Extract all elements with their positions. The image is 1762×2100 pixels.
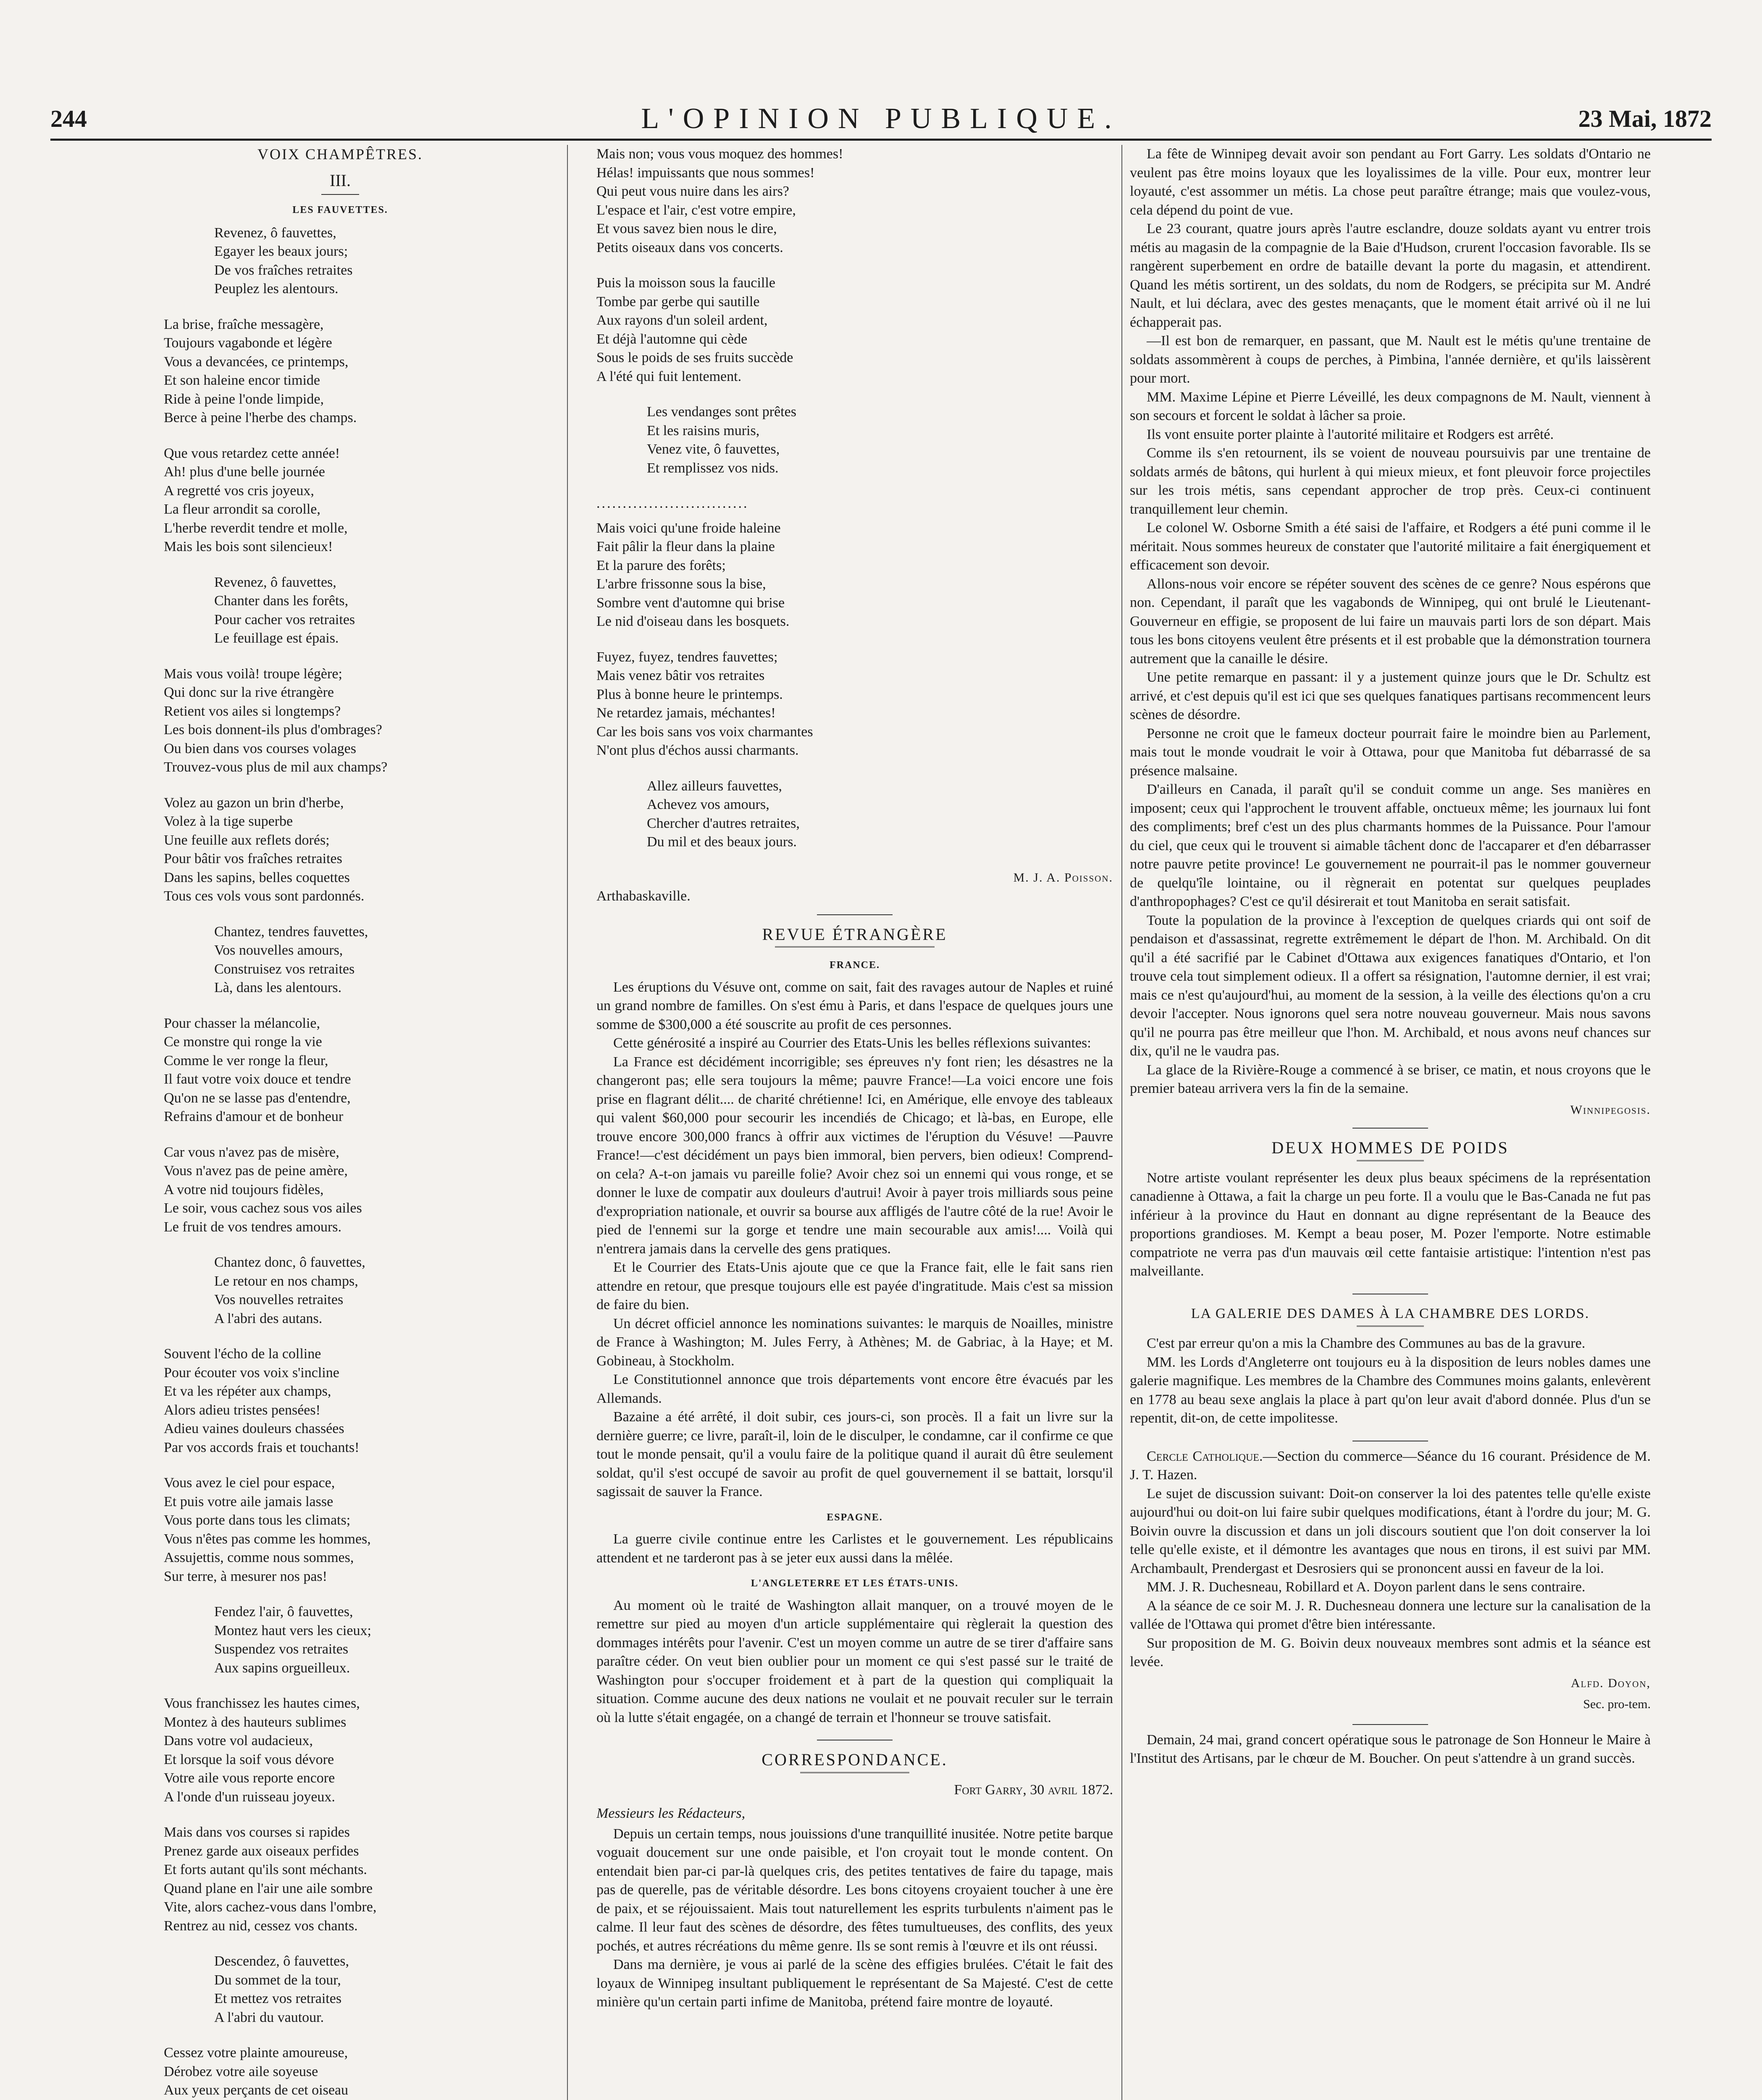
cercle-signature-role: Sec. pro-tem. — [1583, 1697, 1651, 1711]
verse-line: Les vendanges sont prêtes — [647, 404, 796, 420]
verse-line: Fuyez, fuyez, tendres fauvettes; — [596, 649, 778, 665]
refrain-stanza — [164, 1952, 517, 2027]
paragraph: MM. Maxime Lépine et Pierre Léveillé, les deux compagnons de M. Nault, viennent à son secours et forcent le soldat à lâcher sa proie. — [1130, 389, 1651, 423]
verse-line: Et vous savez bien nous le dire, — [596, 221, 777, 236]
verse-line: Ah! plus d'une belle journée — [164, 464, 325, 480]
verse-line: L'herbe reverdit tendre et molle, — [164, 520, 348, 536]
verse-line: Et puis votre aile jamais lasse — [164, 1494, 333, 1509]
verse-line: Hélas! impuissants que nous sommes! — [596, 165, 815, 181]
verse-line: Allez ailleurs fauvettes, — [647, 778, 782, 794]
verse-line: Sombre vent d'automne qui brise — [596, 595, 785, 611]
verse-line: Car les bois sans vos voix charmantes — [596, 724, 813, 740]
verse-line: Petits oiseaux dans vos concerts. — [596, 239, 783, 255]
correspondance-dateline: Fort Garry, 30 avril 1872. — [954, 1782, 1113, 1798]
stanza — [164, 315, 517, 428]
paragraph: Depuis un certain temps, nous jouissions d'une tranquillité inusitée. Notre petite barque voguait doucement sur une onde paisible, et l'on croyait tout le monde content. On entendait bien par-ci par-là quelques cris, des petites tentatives de faire du tapage, mais pas de querelle, pas de véritable désordre. Les bons citoyens croyaient toucher à une ère de paix, et se réjouissaient. Mais tout naturellement les esprits turbulents n'aiment pas le calme. Il leur faut des scènes de désordre, des fêtes tumultueuses, des conflits, des yeux pochés, et autres récréations du même genre. Ils se sont remis à l'œuvre et ils ont réussi. — [596, 1826, 1113, 1954]
verse-line: Pour bâtir vos fraîches retraites — [164, 851, 342, 866]
verse-line: Revenez, ô fauvettes, — [214, 225, 336, 241]
verse-line: Vite, alors cachez-vous dans l'ombre, — [164, 1899, 377, 1915]
france-paragraphs — [596, 978, 1113, 1502]
verse-line: Vous franchissez les hautes cimes, — [164, 1696, 360, 1711]
revue-title: REVUE ÉTRANGÈRE — [762, 924, 948, 944]
verse-line: Qui peut vous nuire dans les airs? — [596, 184, 789, 199]
verse-line: L'espace et l'air, c'est votre empire, — [596, 202, 796, 218]
verse-line: Suspendez vos retraites — [214, 1641, 349, 1657]
verse-line: A l'onde d'un ruisseau joyeux. — [164, 1789, 335, 1805]
paragraph: Ils vont ensuite porter plainte à l'autorité militaire et Rodgers est arrêté. — [1147, 426, 1554, 442]
correspondance-paragraphs-part-2 — [1130, 145, 1651, 1098]
verse-line: Le fruit de vos tendres amours. — [164, 1219, 341, 1235]
verse-line: Prenez garde aux oiseaux perfides — [164, 1843, 359, 1859]
poem-place: Arthabaskaville. — [596, 888, 691, 904]
verse-line: Montez à des hauteurs sublimes — [164, 1714, 347, 1730]
paragraph: Le colonel W. Osborne Smith a été saisi de l'affaire, et Rodgers a été puni comme il le méritait. Nous sommes heureux de constater que l'autorité militaire a fait énergiquement et efficacement son devoir. — [1130, 520, 1651, 573]
stanza — [596, 274, 1113, 386]
verse-line: Une feuille aux reflets dorés; — [164, 832, 330, 848]
divider — [1352, 1724, 1428, 1725]
verse-line: Dans votre vol audacieux, — [164, 1733, 313, 1748]
verse-line: Vous porte dans tous les climats; — [164, 1512, 351, 1528]
verse-line: Quand plane en l'air une aile sombre — [164, 1880, 373, 1896]
stanza — [596, 648, 1113, 760]
verse-line: Et déjà l'automne qui cède — [596, 331, 748, 347]
verse-line: Pour écouter vos voix s'incline — [164, 1365, 339, 1381]
stanza — [164, 444, 517, 556]
verse-line: Mais non; vous vous moquez des hommes! — [596, 146, 843, 162]
verse-line: Ce monstre qui ronge la vie — [164, 1034, 322, 1050]
verse-line: Et son haleine encor timide — [164, 373, 320, 388]
refrain-stanza — [596, 777, 1113, 852]
poem-subtitle: LES FAUVETTES. — [292, 205, 388, 215]
refrain-stanza — [164, 923, 517, 998]
paragraph: La France est décidément incorrigible; ses épreuves n'y font rien; les désastres ne la changeront pas; elle sera toujours la même; pauvre France!—La voici encore une fois prise en flagrant délit.... de charité chrétienne! Ici, en Amérique, elle envoye des tableaux qui valent $60,000 pour secourir les incendiés de Chicago; et là-bas, en Europe, elle trouve encore 300,000 francs à offrir aux victimes de l'éruption du Vésuve! —Pauvre France!—c'est décidément un pays bien immoral, bien pervers, bien odieux! Comprend-on cela? A-t-on jamais vu pareille folie? Avoir chez soi un ennemi qui vous ronge, et se donner le luxe de compatir aux douleurs d'autrui! Avoir à payer trois milliards sous peine d'expropriation nationale, et ouvrir sa bourse aux affligés de l'autre côté de la rue! Avoir le pied de l'ennemi sur la gorge et tendre une main secourable aux amis!.... Voilà qui n'entrera jamais dans la cervelle des gens pratiques. — [596, 1054, 1113, 1257]
paragraph: —Il est bon de remarquer, en passant, que M. Nault est le métis qu'une trentaine de soldats assommèrent à coups de perches, à Pimbina, l'année dernière, et qu'ils laissèrent pour mort. — [1130, 333, 1651, 386]
verse-line: Toujours vagabonde et légère — [164, 335, 332, 351]
verse-line: Tombe par gerbe qui sautille — [596, 294, 760, 310]
verse-line: Berce à peine l'herbe des champs. — [164, 410, 357, 425]
paragraph: Cette générosité a inspiré au Courrier des Etats-Unis les belles réflexions suivantes: — [613, 1035, 1091, 1051]
refrain-stanza — [164, 573, 517, 648]
verse-line: Chantez, tendres fauvettes, — [214, 924, 368, 940]
paragraph: Le sujet de discussion suivant: Doit-on conserver la loi des patentes telle qu'elle existe aujourd'hui ou doit-on lui faire subir quelques modifications, étant à l'ordre du jour; M. G. Boivin ouvre la discussion et dans un joli discours soutient que l'on doit conserver la loi telle qu'elle existe, et il démontre les avantages que nous en tirons, il est suivi par MM. Archambault, Prendergast et Desrosiers qui se prononcent aussi en faveur de la loi. — [1130, 1486, 1651, 1576]
verse-line: Et les raisins muris, — [647, 423, 760, 438]
verse-line: A l'été qui fuit lentement. — [596, 368, 742, 384]
verse-line: Et lorsque la soif vous dévore — [164, 1751, 334, 1767]
paragraph: Bazaine a été arrêté, il doit subir, ces jours-ci, son procès. Il a fait un livre sur la dernière guerre; ce livre, paraît-il, loin de le disculper, le condamne, car il confirme ce que tout le monde pensait, qu'il a voulu faire de la politique quand il aurait dû être seulement soldat, qu'il s'est occupé de savoir au profit de quel gouvernement il se battait, lorsqu'il sagissait de sauver la France. — [596, 1409, 1113, 1499]
verse-line: Et mettez vos retraites — [214, 1991, 342, 2006]
verse-line: Alors adieu tristes pensées! — [164, 1402, 320, 1418]
verse-line: Qu'on ne se lasse pas d'entendre, — [164, 1090, 351, 1106]
verse-line: Chercher d'autres retraites, — [647, 815, 800, 831]
correspondance-salutation: Messieurs les Rédacteurs, — [596, 1806, 746, 1821]
espagne-label: ESPAGNE. — [827, 1512, 883, 1523]
verse-line: A votre nid toujours fidèles, — [164, 1181, 324, 1197]
france-label: FRANCE. — [830, 960, 880, 971]
verse-line: Là, dans les alentours. — [214, 980, 342, 995]
concert-announcement: Demain, 24 mai, grand concert opératique sous le patronage de Son Honneur le Maire à l'Institut des Artisans, par le chœur de M. Boucher. On peut s'attendre à un grand succès. — [1130, 1732, 1651, 1766]
stanza — [164, 2044, 517, 2100]
verse-line: Mais les bois sont silencieux! — [164, 539, 333, 554]
verse-line: Chanter dans les forêts, — [214, 593, 349, 609]
verse-line: Rentrez au nid, cessez vos chants. — [164, 1918, 358, 1934]
verse-line: Fait pâlir la fleur dans la plaine — [596, 539, 775, 554]
stanza — [596, 145, 1113, 257]
masthead — [50, 99, 1712, 141]
verse-line: Vos nouvelles amours, — [214, 942, 343, 958]
cercle-signature-name: Alfd. Doyon, — [1570, 1676, 1651, 1690]
verse-line: Descendez, ô fauvettes, — [214, 1953, 349, 1969]
verse-line: Que vous retardez cette année! — [164, 445, 340, 461]
verse-line: Et remplissez vos nids. — [647, 460, 779, 476]
divider — [321, 194, 359, 195]
paragraph: MM. J. R. Duchesneau, Robillard et A. Doyon parlent dans le sens contraire. — [1147, 1579, 1586, 1595]
correspondance-paragraphs-part-1 — [596, 1825, 1113, 2012]
espagne-paragraphs — [596, 1530, 1113, 1567]
verse-line: Refrains d'amour et de bonheur — [164, 1109, 344, 1124]
verse-line: Volez au gazon un brin d'herbe, — [164, 795, 344, 811]
paragraph: Comme ils s'en retournent, ils se voient de nouveau poursuivis par une trentaine de soldats armés de bâtons, qui hurlent à qui mieux mieux, et font pleuvoir force projectiles sur les trois métis, sans cependant approcher de trop près. Ceux-ci continuent tranquillement leur chemin. — [1130, 445, 1651, 517]
angleterre-label: L'ANGLETERRE ET LES ÉTATS-UNIS. — [751, 1578, 959, 1589]
poem-part: III. — [330, 171, 351, 190]
verse-line: Souvent l'écho de la colline — [164, 1346, 321, 1362]
verse-line: L'arbre frissonne sous la bise, — [596, 576, 766, 592]
verse-line: A l'abri des autans. — [214, 1310, 323, 1326]
verse-line: Achevez vos amours, — [647, 797, 769, 812]
verse-line: Dérobez votre aile soyeuse — [164, 2063, 318, 2079]
verse-line: Vous n'avez pas de peine amère, — [164, 1163, 348, 1179]
page-number: 244 — [50, 105, 87, 132]
galerie-paragraphs — [1130, 1334, 1651, 1428]
angleterre-paragraphs — [596, 1596, 1113, 1727]
divider — [1357, 1160, 1424, 1163]
verse-line: N'ont plus d'échos aussi charmants. — [596, 743, 799, 758]
verse-line: Volez à la tige superbe — [164, 814, 293, 829]
cercle-lead-text: —Section du commerce—Séance du 16 courant. Présidence de M. J. T. Hazen. — [1130, 1448, 1651, 1483]
verse-line: Venez vite, ô fauvettes, — [647, 441, 780, 457]
verse-line: Revenez, ô fauvettes, — [214, 574, 336, 590]
verse-line: Il faut votre voix douce et tendre — [164, 1071, 351, 1087]
verse-line: A regretté vos cris joyeux, — [164, 483, 314, 499]
refrain-stanza — [164, 1603, 517, 1677]
verse-line: Et la parure des forêts; — [596, 557, 726, 573]
verse-line: Fendez l'air, ô fauvettes, — [214, 1604, 353, 1620]
verse-line: Qui donc sur la rive étrangère — [164, 685, 334, 700]
paragraph: Notre artiste voulant représenter les deux plus beaux spécimens de la représentation canadienne à Ottawa, a fait la charge un peu forte. Il a voulu que le Bas-Canada ne fut pas inférieur à la province du Haut en donnant au digne représentant de la Beauce des proportions grandioses. M. Kempt a beau poser, M. Pozer l'emporte. Notre estimable compatriote ne verra pas d'un mauvais œil cette fantaisie artistique: l'intention n'est pas malveillante. — [1130, 1170, 1651, 1279]
verse-line: Chantez donc, ô fauvettes, — [214, 1255, 365, 1270]
verse-line: Puis la moisson sous la faucille — [596, 275, 775, 291]
verse-line: Construisez vos retraites — [214, 961, 355, 977]
paragraph: La guerre civile continue entre les Carlistes et le gouvernement. Les républicains attendent et ne tarderont pas à se jeter eux aussi dans la mêlée. — [596, 1531, 1113, 1566]
verse-line: Comme le ver ronge la fleur, — [164, 1053, 328, 1068]
verse-line: Du sommet de la tour, — [214, 1972, 341, 1988]
verse-line: La brise, fraîche messagère, — [164, 316, 324, 332]
paragraph: MM. les Lords d'Angleterre ont toujours eu à la disposition de leurs nobles dames une galerie magnifique. Les membres de la Chambre des Communes moins galants, enlevèrent en 1778 au beau sexe anglais la place à part qu'on leur avait d'abord donnée. Plus d'un se repentit, dit-on, de cette impolitesse. — [1130, 1354, 1651, 1426]
divider — [775, 946, 935, 949]
cercle-catholique — [1130, 1447, 1651, 1672]
verse-line: Et va les répéter aux champs, — [164, 1383, 331, 1399]
verse-line: Le retour en nos champs, — [214, 1273, 358, 1289]
verse-line: Le feuillage est épais. — [214, 630, 339, 646]
verse-line: Car vous n'avez pas de misère, — [164, 1144, 339, 1160]
divider — [800, 1772, 909, 1775]
paragraph: A la séance de ce soir M. J. R. Duchesneau donnera une lecture sur la canalisation de la vallée de l'Ottawa qui promet d'être bien intéressante. — [1130, 1598, 1651, 1632]
paragraph: Une petite remarque en passant: il y a justement quinze jours que le Dr. Schultz est arrivé, et c'est depuis qu'il est ici que ses quelques fanatiques partisans recommencent leurs scènes de désordre. — [1130, 669, 1651, 722]
verse-line: Vous n'êtes pas comme les hommes, — [164, 1531, 371, 1547]
stanza — [164, 1014, 517, 1126]
verse-line: Le soir, vous cachez sous vos ailes — [164, 1200, 362, 1216]
newspaper-title: L'OPINION PUBLIQUE. — [641, 102, 1121, 135]
verse-line: Pour chasser la mélancolie, — [164, 1015, 320, 1031]
galerie-title: LA GALERIE DES DAMES À LA CHAMBRE DES LORDS. — [1191, 1305, 1590, 1321]
refrain-stanza — [164, 1253, 517, 1328]
poem-heading: VOIX CHAMPÊTRES. — [257, 146, 423, 163]
verse-line: Sur terre, à mesurer nos pas! — [164, 1568, 327, 1584]
correspondance-title: CORRESPONDANCE. — [762, 1750, 948, 1769]
correspondance-signature: Winnipegosis. — [1570, 1102, 1651, 1117]
column-3 — [1130, 145, 1651, 2100]
verse-line: Mais voici qu'une froide haleine — [596, 520, 781, 536]
verse-line: Sous le poids de ses fruits succède — [596, 350, 793, 365]
poem-stanzas — [164, 224, 517, 2100]
paragraph: D'ailleurs en Canada, il paraît qu'il se conduit comme un ange. Ses manières en imposent; ceux qui l'approchent le trouvent affable, onctueux même; les journaux lui font des compliments; bref c'est un des plus charmants hommes de la Puissance. Pour l'amour du ciel, que ceux qui le trouvent si aimable tâchent donc de l'accaparer et d'en débarrasser notre pauvre petite province! Le gouvernement ne pourrait-il pas le nommer gouverneur de quelqu'île lointaine, ou il règnerait en potentat sur quelques peuplades d'anthropophages? C'est ce qu'il désirerait et tout Manitoba en serait satisfait. — [1130, 782, 1651, 909]
stanza — [164, 1345, 517, 1457]
paragraph: Les éruptions du Vésuve ont, comme on sait, fait des ravages autour de Naples et ruiné un grand nombre de familles. On s'est ému à Paris, et dans l'espace de quelques jours une somme de $300,000 a été souscrite au profit de ces personnes. — [596, 979, 1113, 1032]
verse-line: Mais vous voilà! troupe légère; — [164, 666, 342, 682]
paragraph: Personne ne croit que le fameux docteur pourrait faire le moindre bien au Parlement, mais tout le monde voudrait le voir à Ottawa, pour que Manitoba fut débarrassé de sa présence malsaine. — [1130, 725, 1651, 779]
verse-line: Votre aile vous reporte encore — [164, 1770, 335, 1786]
issue-date: 23 Mai, 1872 — [1578, 105, 1712, 132]
stanza — [164, 1474, 517, 1586]
verse-line: Ride à peine l'onde limpide, — [164, 391, 324, 407]
poem-signature: M. J. A. Poisson. — [1013, 870, 1113, 885]
verse-line: A l'abri du vautour. — [214, 2009, 324, 2025]
verse-line: Le nid d'oiseau dans les bosquets. — [596, 614, 790, 629]
stanza — [164, 1694, 517, 1806]
verse-line: Mais dans vos courses si rapides — [164, 1824, 350, 1840]
verse-line: Dans les sapins, belles coquettes — [164, 869, 350, 885]
verse-line: Les bois donnent-ils plus d'ombrages? — [164, 722, 382, 738]
column-rule — [1121, 145, 1122, 2100]
verse-line: Du mil et des beaux jours. — [647, 834, 797, 850]
verse-line: La fleur arrondit sa corolle, — [164, 501, 320, 517]
verse-line: Plus à bonne heure le printemps. — [596, 686, 783, 702]
verse-line: Vous a devancées, ce printemps, — [164, 354, 349, 370]
poids-paragraphs — [1130, 1169, 1651, 1281]
verse-line: Vos nouvelles retraites — [214, 1292, 344, 1307]
verse-line: De vos fraîches retraites — [214, 262, 353, 278]
divider — [1352, 1128, 1428, 1129]
verse-line: Et forts autant qu'ils sont méchants. — [164, 1862, 367, 1877]
paragraph: Un décret officiel annonce les nominations suivantes: le marquis de Noailles, ministre de France à Washington; M. Jules Ferry, à Athènes; M. de Gabriac, à la Haye; et M. Gobineau, à Stockholm. — [596, 1315, 1113, 1369]
verse-line: Pour cacher vos retraites — [214, 612, 355, 627]
column-2 — [596, 145, 1113, 2100]
column-1 — [164, 145, 517, 2100]
paragraph: Allons-nous voir encore se répéter souvent des scènes de ce genre? Nous espérons que non. Cependant, il paraît que les vagabonds de Winnipeg, qui ont brulé le Lieutenant-Gouverneur en effigie, se proposent de lui faire un mauvais parti lors de son départ. Mais tous les bons citoyens veulent être présents et il est probable que la démonstration tournera autrement que la canaille le désire. — [1130, 576, 1651, 667]
verse-line: Adieu vaines douleurs chassées — [164, 1421, 344, 1436]
verse-line: Aux yeux perçants de cet oiseau — [164, 2082, 348, 2098]
paragraph: La fête de Winnipeg devait avoir son pendant au Fort Garry. Les soldats d'Ontario ne veulent pas être moins loyaux que les loyalissimes de la ville. Pour eux, montrer leur loyauté, c'est assommer un métis. La chose peut paraître étrange; mais que voulez-vous, cela dépend du point de vue. — [1130, 146, 1651, 218]
paragraph: Et le Courrier des Etats-Unis ajoute que ce que la France fait, elle le fait sans rien attendre en retour, que presque toujours elle est payée d'ingratitude. Mais c'est sa mission de faire du bien. — [596, 1260, 1113, 1312]
poem-continuation — [596, 145, 1113, 852]
paragraph — [1130, 1447, 1651, 1485]
verse-line: Ou bien dans vos courses volages — [164, 740, 356, 756]
refrain-stanza — [164, 224, 517, 299]
verse-line: Aux rayons d'un soleil ardent, — [596, 312, 768, 328]
divider — [817, 914, 893, 915]
verse-line: Vous avez le ciel pour espace, — [164, 1475, 335, 1491]
verse-line: Cessez votre plainte amoureuse, — [164, 2045, 348, 2061]
cercle-lead: Cercle Catholique. — [1147, 1448, 1263, 1464]
verse-line: Tous ces vols vous sont pardonnés. — [164, 888, 365, 904]
poids-title: DEUX HOMMES DE POIDS — [1271, 1138, 1509, 1157]
verse-line: Ne retardez jamais, méchantes! — [596, 705, 776, 721]
paragraph: Le 23 courant, quatre jours après l'autre esclandre, douze soldats ayant vu entrer trois métis au magasin de la compagnie de la Baie d'Hudson, crurent l'occasion favorable. Ils se rangèrent superbement en ordre de bataille devant la porte du magasin, et attendirent. Quand les métis sortirent, un des soldats, du nom de Rodgers, se précipita sur M. André Nault, et lui déclara, avec des gestes menaçants, que le moment était arrivé où il ne lui échapperait pas. — [1130, 221, 1651, 330]
paragraph: C'est par erreur qu'on a mis la Chambre des Communes au bas de la gravure. — [1147, 1336, 1586, 1351]
stanza — [596, 519, 1113, 631]
divider — [1357, 1326, 1424, 1328]
verse-line: Aux sapins orgueilleux. — [214, 1660, 350, 1676]
stanza — [164, 794, 517, 906]
verse-line: Peuplez les alentours. — [214, 281, 339, 297]
verse-line: Montez haut vers les cieux; — [214, 1622, 371, 1638]
paragraph: Dans ma dernière, je vous ai parlé de la scène des effigies brulées. C'était le fait des loyaux de Winnipeg insultant publiquement le représentant de Sa Majesté. C'est de cette minière qu'un certain parti infime de Manitoba, prétend faire montre de loyauté. — [596, 1957, 1113, 2010]
stanza — [164, 1143, 517, 1237]
refrain-stanza — [596, 403, 1113, 478]
paragraph: Toute la population de la province à l'exception de quelques criards qui ont soif de pendaison et d'assassinat, regrette extrêmement le départ de l'hon. M. Archibald. On dit qu'il a été sacrifié par le Cabinet d'Ottawa aux exigences fanatiques d'Ontario, et l'on trouve cela tout simplement odieux. Il a offert sa résignation, l'automne dernier, il est vrai; mais ce n'est qu'aujourd'hui, au moment de la session, à la veille des élections qu'on a cru devoir l'accepter. Nous ignorons quel sera notre nouveau gouverneur. Mais nous savons qu'il ne pourra pas être meilleur que l'hon. M. Archibald, et nous avons neuf chances sur dix, qu'il ne le vaudra pas. — [1130, 912, 1651, 1059]
paragraph: Sur proposition de M. G. Boivin deux nouveaux membres sont admis et la séance est levée. — [1130, 1635, 1651, 1670]
stanza — [164, 665, 517, 777]
paragraph: Au moment où le traité de Washington allait manquer, on a trouvé moyen de le remettre sur pied au moyen d'un article supplémentaire qui règlerait la question des dommages intérêts pour l'avenir. C'est un moyen comme un autre de se tirer d'affaire sans paraître céder. On veut bien oublier pour un moment ce qui s'est passé sur le traité de Washington pour s'occuper froidement et à part de la question qui compliquait la situation. Comme aucune des deux nations ne voulait et ne pouvait reculer sur le terrain où la lutte s'était engagée, on a changé de terrain et l'honneur se trouve satisfait. — [596, 1597, 1113, 1725]
verse-line: Mais venez bâtir vos retraites — [596, 668, 765, 683]
stanza-separator: ............................. — [596, 496, 749, 511]
stanza — [164, 1823, 517, 1935]
verse-line: Par vos accords frais et touchants! — [164, 1439, 360, 1455]
paragraph: La glace de la Rivière-Rouge a commencé à se briser, ce matin, et nous croyons que le premier bateau arrivera vers la fin de la semaine. — [1130, 1062, 1651, 1096]
column-rule — [567, 145, 568, 2100]
verse-line: Assujettis, comme nous sommes, — [164, 1550, 354, 1565]
verse-line: Trouvez-vous plus de mil aux champs? — [164, 759, 388, 775]
paragraph: Le Constitutionnel annonce que trois départements vont encore être évacués par les Allemands. — [596, 1372, 1113, 1406]
verse-line: Retient vos ailes si longtemps? — [164, 703, 341, 719]
verse-line: Egayer les beaux jours; — [214, 244, 348, 259]
